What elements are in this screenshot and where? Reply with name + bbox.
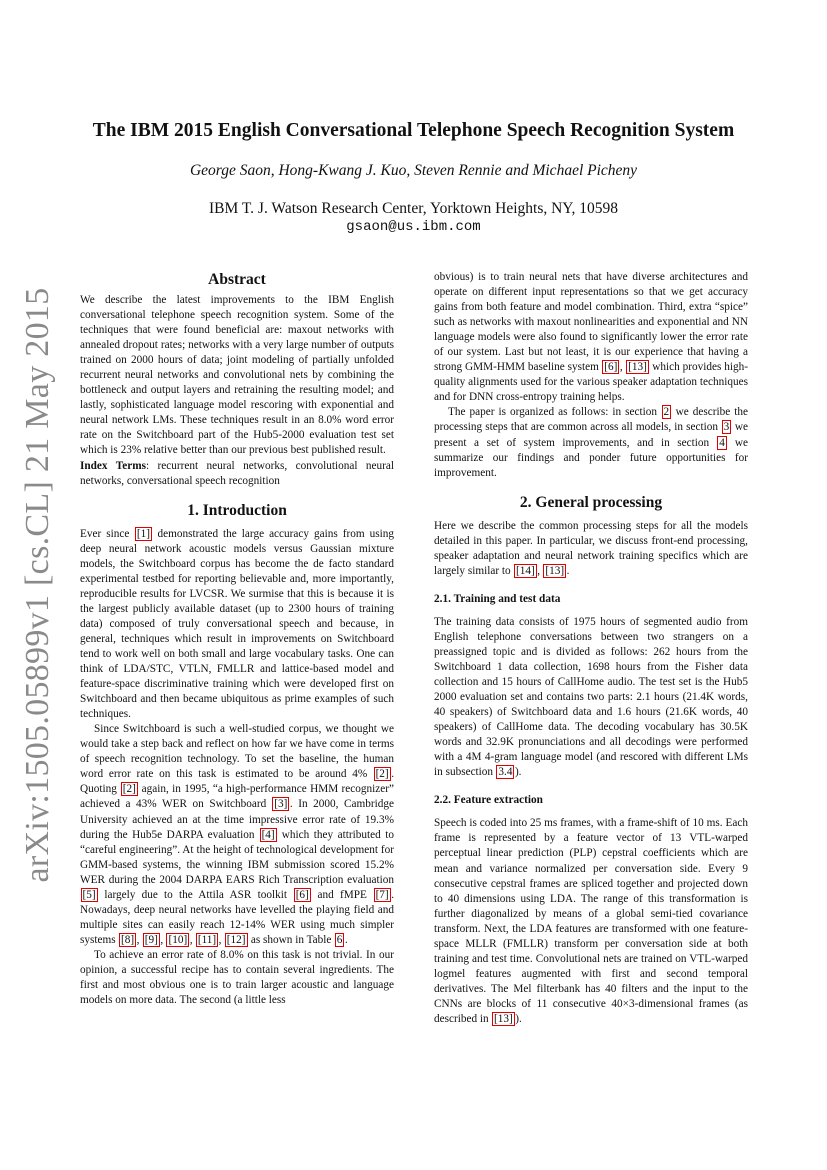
table-reference-link[interactable]: 6 [336, 933, 343, 946]
abstract-heading: Abstract [208, 271, 266, 288]
intro-paragraph-1: Ever since [1] demonstrated the large accuracy gains from using deep neural network acoustic models versus Gaussian mixture models, the Switchboard corpus has become the de facto standard experimental testbed for reporting believable and, more importantly, reproducible results for LVCSR. We surmise that this is because it is the largest publicly available dataset (up to 2300 hours of training data) composed of truly conversational speech and because, in general, techniques which result in improvements on Switchboard tend to work well on both small and large vocabulary tasks. One can think of LDA/STC, VTLN, FMLLR and lattice-based model and feature-space discriminative training which were developed first on Switchboard and then became ubiquitous as prime examples of such techniques. [80, 527, 394, 721]
training-data-text: The training data consists of 1975 hours of segmented audio from English telephone conversations between two strangers on a preassigned topic and is divided as follows: 262 hours from the Switchboard 1 data collection, 1698 hours from the Fisher data collection and 15 hours of CallHome audio. The test set is the Hub5 2000 evaluation set and contains two parts: 2.1 hours (21.4K words, 40 speakers) of Switchboard data and 1.6 hours (21.6K words, 40 speakers) of CallHome data. The decoding vocabulary has 30.5K words and 32.9K pronunciations and all decodings were performed with a 4M 4-gram language model (and rescored with different LMs in subsection 3.4 ). [434, 615, 748, 779]
citation-link[interactable]: [6] [295, 888, 309, 901]
left-column [80, 270, 394, 1008]
author-list: George Saon, Hong-Kwang J. Kuo, Steven Rennie and Michael Picheny [189, 162, 638, 179]
citation-link[interactable]: [7] [375, 888, 389, 901]
citation-link[interactable]: [12] [226, 933, 246, 946]
citation-link[interactable]: [3] [274, 798, 288, 811]
right-column [434, 270, 748, 1027]
citation-link[interactable]: [1] [136, 527, 150, 540]
citation-link[interactable]: [6] [604, 361, 618, 374]
intro-heading: 1. Introduction [187, 501, 287, 519]
section-reference-link[interactable]: 2 [663, 406, 670, 419]
general-processing-heading: 2. General processing [519, 493, 663, 511]
abstract-text: We describe the latest improvements to the IBM English conversational telephone speech recognition system. Some of the techniques that were found beneficial are: maxout networks with annealed dropout rates; networks with a very large number of outputs trained on 2000 hours of data; joint modeling of partially unfolded recurrent neural networks and convolutional nets by combining the bottleneck and output layers and retraining the resulting model; and lastly, sophisticated language model rescoring with exponential and neural network LMs. These techniques result in an 8.0% word error rate on the Switchboard part of the Hub5-2000 evaluation test set which is 23% relative better than our previous best published result. [80, 294, 394, 457]
intro-paragraph-4: The paper is organized as follows: in section 2 we describe the processing steps that are common across all models, in section 3 we present a set of system improvements, and in section 4 we summarize our findings and ponder future opportunities for improvement. [434, 406, 748, 479]
intro-paragraph-3-continued: obvious) is to train neural nets that have diverse architectures and operate on different input representations so that we get accuracy gains from both feature and model combination. Third, extra “spice” such as networks with maxout nonlinearities and exponential and NN language models were also found to significantly lower the error rate of our system. Last but not least, it is our experience that having a strong GMM-HMM baseline system [6] , [13] which provides high-quality alignments used for the various speaker adaptation techniques and for DNN cross-entropy training helps. [434, 271, 748, 404]
feature-extraction-text: Speech is coded into 25 ms frames, with a frame-shift of 10 ms. Each frame is represented by a feature vector of 13 VTL-warped perceptual linear prediction (PLP) cepstral coefficients which are mean and variance normalized per conversation side. Every 9 consecutive cepstral frames are spliced together and projected down to 40 dimensions using LDA. The range of this transformation is further diagonalized by means of a global semi-tied covariance transform. Next, the LDA features are transformed with one feature-space MLLR (FMLLR) transform per conversation side at both training and test time. Convolutional nets are trained on VTL-warped logmel features augmented with first and second temporal derivatives. The Mel filterbank has 40 filters and the input to the CNNs are blocks of 11 consecutive 40×3-dimensional frames (as described in [13] ). [434, 817, 748, 1025]
citation-link[interactable]: [4] [261, 828, 275, 841]
citation-link[interactable]: [10] [168, 933, 188, 946]
section-reference-link[interactable]: 4 [719, 436, 725, 449]
arxiv-stamp: arXiv:1505.05899v1 [cs.CL] 21 May 2015 [19, 287, 56, 883]
general-paragraph-1: Here we describe the common processing steps for all the models detailed in this paper. In particular, we discuss front-end processing, speaker adaptation and neural network training specifics which are largely similar to [14] , [13] . [434, 519, 748, 577]
citation-link[interactable]: [8] [120, 933, 135, 946]
citation-link[interactable]: [9] [144, 933, 158, 946]
subsection-reference-link[interactable]: 3.4 [498, 766, 513, 779]
citation-link[interactable]: [13] [493, 1012, 513, 1025]
citation-link[interactable]: [2] [375, 768, 389, 781]
feature-extraction-heading: 2.2. Feature extraction [434, 794, 543, 807]
index-terms-label: Index Terms [80, 459, 146, 472]
affiliation: IBM T. J. Watson Research Center, Yorktown Heights, NY, 10598 [208, 200, 618, 217]
intro-paragraph-2: Since Switchboard is such a well-studied corpus, we thought we would take a step back and reflect on how far we have come in terms of speech recognition technology. To set the baseline, the human word error rate on this task is estimated to be around 4% [2] . Quoting [2] again, in 1995, “a high-performance HMM recognizer” achieved a 43% WER on Switchboard [3] . In 2000, Cambridge University achieved an at the time impressive error rate of 19.3% during the Hub5e DARPA evaluation [4] which they attributed to “careful engineering”. At the height of technological development for GMM-based systems, the winning IBM submission scored 15.2% WER during the 2004 DARPA EARS Rich Transcription evaluation [5] largely due to the Attila ASR toolkit [6] and fMPE [7] . Nowadays, deep neural networks have levelled the playing field and multiple sites can easily reach 12-14% WER using much simpler systems [8] , [9] , [10] , [11] , [12] as shown in Table 6 . [80, 723, 395, 946]
citation-link[interactable]: [11] [197, 933, 217, 946]
citation-link[interactable]: [2] [122, 783, 136, 796]
citation-link[interactable]: [14] [515, 564, 535, 577]
training-data-heading: 2.1. Training and test data [434, 592, 561, 605]
paper-title: The IBM 2015 English Conversational Telephone Speech Recognition System [92, 120, 735, 141]
index-terms: Index Terms: recurrent neural networks, convolutional neural networks, conversational speech recognition [80, 459, 394, 487]
contact-email[interactable]: gsaon@us.ibm.com [346, 219, 481, 235]
intro-paragraph-3: To achieve an error rate of 8.0% on this task is not trivial. In our opinion, a successful recipe has to contain several ingredients. The first and most obvious one is to train larger acoustic and language models on more data. The second (a little less [80, 948, 394, 1007]
section-reference-link[interactable]: 3 [723, 421, 730, 434]
citation-link[interactable]: [13] [545, 564, 565, 577]
citation-link[interactable]: [5] [82, 888, 96, 901]
citation-link[interactable]: [13] [628, 361, 647, 374]
